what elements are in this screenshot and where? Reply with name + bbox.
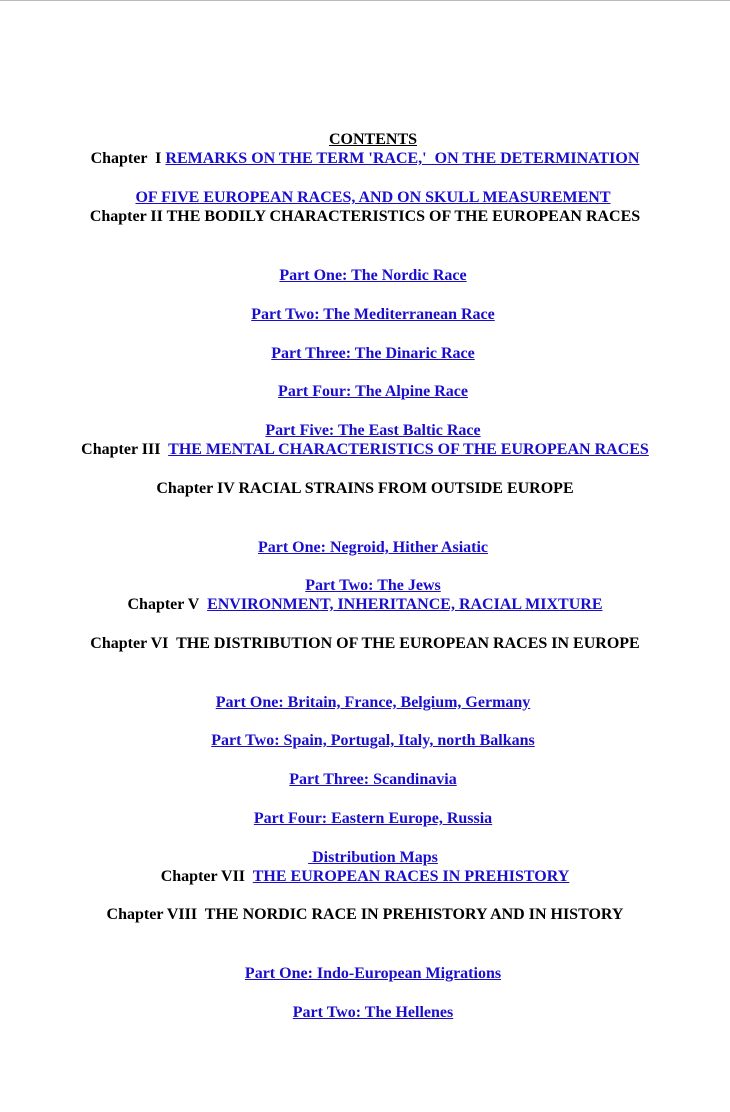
chapter-6-part-1-link[interactable]: Part One: Britain, France, Belgium, Germany [215, 694, 531, 711]
chapter-8-part-2-line [0, 983, 730, 1021]
chapter-6-part-4-link[interactable]: Part Four: Eastern Europe, Russia [253, 810, 493, 827]
contents-heading: CONTENTS [328, 131, 418, 148]
chapter-6-part-1-line [0, 673, 730, 711]
chapter-1-link[interactable]: REMARKS ON THE TERM 'RACE,' ON THE DETERMINATION [165, 150, 640, 167]
chapter-6-part-3-line [0, 750, 730, 788]
chapter-6-part-3-link[interactable]: Part Three: Scandinavia [289, 771, 457, 788]
chapter-6-maps-line [0, 828, 730, 866]
chapter-2-heading: Chapter II THE BODILY CHARACTERISTICS OF THE EUROPEAN RACES [89, 208, 641, 225]
chapter-2-part-4-line [0, 362, 730, 400]
chapter-4-part-1-link[interactable]: Part One: Negroid, Hither Asiatic [257, 539, 489, 556]
chapter-2-part-2-line [0, 285, 730, 323]
chapter-6-part-2-line [0, 711, 730, 749]
chapter-5-link[interactable]: ENVIRONMENT, INHERITANCE, RACIAL MIXTURE [207, 596, 603, 613]
chapter-2-part-1-line [0, 246, 730, 284]
chapter-7-line [0, 867, 730, 887]
chapter-2-part-3-link[interactable]: Part Three: The Dinaric Race [271, 345, 475, 362]
chapter-5-prefix: Chapter V [127, 596, 208, 613]
distribution-maps-link[interactable]: Distribution Maps [308, 849, 438, 866]
chapter-8-heading: Chapter VIII THE NORDIC RACE IN PREHISTORY AND IN HISTORY [106, 906, 624, 923]
chapter-2-part-4-link[interactable]: Part Four: The Alpine Race [278, 383, 468, 400]
chapter-4-part-1-line [0, 518, 730, 556]
chapter-8-part-1-link[interactable]: Part One: Indo-European Migrations [244, 965, 502, 982]
chapter-2-part-1-link[interactable]: Part One: The Nordic Race [279, 267, 467, 284]
chapter-3-link[interactable]: THE MENTAL CHARACTERISTICS OF THE EUROPEAN RACES [168, 441, 649, 458]
chapter-1-line-1 [0, 149, 730, 169]
chapter-6-part-4-line [0, 789, 730, 827]
chapter-1-link-continued[interactable]: OF FIVE EUROPEAN RACES, AND ON SKULL MEASUREMENT [135, 189, 611, 206]
chapter-2-part-5-line [0, 401, 730, 439]
contents-heading-line [0, 110, 730, 148]
chapter-8-part-2-link[interactable]: Part Two: The Hellenes [292, 1004, 454, 1021]
chapter-7-link[interactable]: THE EUROPEAN RACES IN PREHISTORY [252, 868, 570, 885]
chapter-6-heading: Chapter VI THE DISTRIBUTION OF THE EUROPEAN RACES IN EUROPE [90, 635, 640, 652]
chapter-8-part-1-line [0, 944, 730, 982]
chapter-2-part-2-link[interactable]: Part Two: The Mediterranean Race [251, 306, 495, 323]
chapter-2-part-5-link[interactable]: Part Five: The East Baltic Race [265, 422, 481, 439]
chapter-1-line-2 [0, 168, 730, 206]
chapter-1-prefix: Chapter I [90, 150, 166, 167]
chapter-4-heading: Chapter IV RACIAL STRAINS FROM OUTSIDE EUROPE [156, 480, 574, 497]
chapter-4-part-2-link[interactable]: Part Two: The Jews [305, 577, 441, 594]
chapter-3-prefix: Chapter III [81, 441, 169, 458]
chapter-2-part-3-line [0, 324, 730, 362]
chapter-7-prefix: Chapter VII [160, 868, 253, 885]
chapter-5-line [0, 595, 730, 615]
chapter-4-part-2-line [0, 556, 730, 594]
chapter-6-part-2-link[interactable]: Part Two: Spain, Portugal, Italy, north Balkans [211, 732, 535, 749]
chapter-3-line [0, 440, 730, 460]
top-border [0, 0, 730, 1]
